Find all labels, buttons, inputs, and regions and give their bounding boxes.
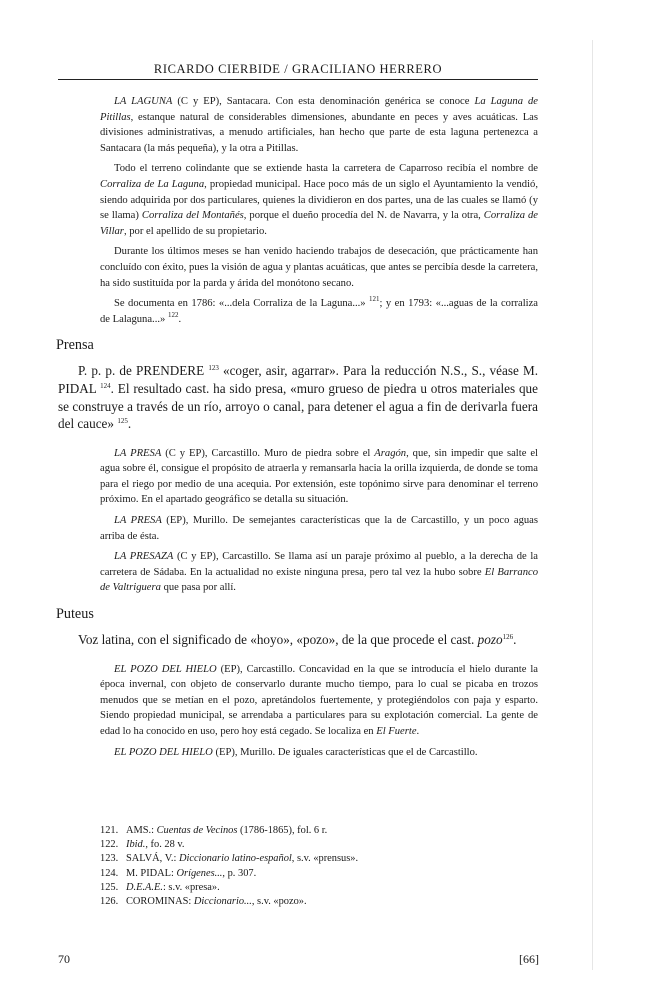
footnote-text: COROMINAS: Diccionario..., s.v. «pozo». xyxy=(126,896,307,908)
footnote-ref: 124 xyxy=(100,381,111,390)
paragraph-corraliza xyxy=(58,161,538,239)
text-run: , que, sin impedir que salte el agua sobre él, consigue el propósito de atraerla y remansarla hacia la orilla izquierda, de donde se toma para el riego por medio de una acequia. Por extensión, este topónimo sirve para denominar el terreno próximo. En el apartado geográfico se detalla su situación. xyxy=(100,447,538,506)
entry-la-presaza xyxy=(58,549,538,596)
section-heading-puteus: Puteus xyxy=(56,606,94,623)
etymology-puteus xyxy=(58,631,538,649)
italic-run: pozo xyxy=(477,632,503,648)
italic-run: El Fuerte xyxy=(376,726,417,737)
body-text xyxy=(58,94,538,765)
footnote-ref: 125 xyxy=(117,417,128,426)
text-run: . xyxy=(513,632,517,648)
section-heading-prensa: Prensa xyxy=(56,337,94,354)
text-run: ; y en 1793: «...aguas de la corraliza de Lalaguna...» xyxy=(100,298,538,325)
text-run: . xyxy=(127,416,132,432)
text-run: Voz latina, con el significado de «hoyo», «pozo», de la que procede el cast. xyxy=(78,632,478,648)
entry-pozo-hielo-murillo xyxy=(58,745,538,761)
footnote xyxy=(100,824,520,838)
running-head: RICARDO CIERBIDE / GRACILIANO HERRERO xyxy=(58,62,538,80)
footnote-number: 122. xyxy=(100,839,119,851)
page-number: 70 xyxy=(58,952,70,966)
italic-run: Aragón xyxy=(374,447,407,459)
footnote-text: D.E.A.E.: s.v. «presa». xyxy=(126,881,220,893)
footnote-number: 126. xyxy=(100,896,119,908)
italic-run: Corraliza de La Laguna xyxy=(100,178,205,190)
text-run: , por el apellido de su propietario. xyxy=(123,225,267,237)
text-run: , porque el dueño procedía del N. de Navarra, y la otra, xyxy=(243,210,484,222)
footnote-text: SALVÁ, V.: Diccionario latino-español, s.v. «prensus». xyxy=(126,853,359,865)
text-run: (EP), Murillo. De iguales características que el de Carcastillo. xyxy=(212,746,478,758)
footnote-number: 124. xyxy=(100,867,119,879)
entry-la-presa-murillo xyxy=(58,513,538,544)
text-run: , estanque natural de considerables dimensiones, abundante en peces y aves acuáticas. Las divisiones administrativas, a menudo artificiales, han hecho que parte de esta laguna pertenezca a Santacara (la más pequeña), y la otra a Pitillas. xyxy=(100,111,538,154)
text-run: Todo el terreno colindante que se extiende hasta la carretera de Caparroso recibía el nombre de xyxy=(114,163,538,175)
text-run: . xyxy=(178,313,182,325)
italic-run: La Laguna de Pitillas xyxy=(100,96,538,123)
entry-la-laguna xyxy=(58,94,538,156)
page-number-bracket: [66] xyxy=(519,952,539,966)
footnote-text: M. PIDAL: Orígenes..., p. 307. xyxy=(126,867,257,879)
footnote-ref: 123 xyxy=(208,364,219,373)
text-run: (EP), Carcastillo. Concavidad en la que se introducía el hielo durante la época invernal, con objeto de conservarlo durante mucho tiempo, para lo cual se picaba en trozos menudos que se metían en el pozo, apretándolos fuertemente, y protegiéndolos con paja y esparto. Siendo propiedad municipal, se arrendaba a particulares para su explotación comercial. La gente de edad lo ha conocido en uso, pero hoy está cegado. Se localiza en xyxy=(100,663,538,737)
text-run: P. p. p. de PRENDERE xyxy=(78,363,209,379)
entry-la-presa-carcastillo xyxy=(58,446,538,508)
footnote xyxy=(100,838,520,852)
footnote-ref: 122 xyxy=(167,310,179,319)
footnote-ref: 126 xyxy=(502,633,514,642)
footnotes xyxy=(100,824,520,909)
entry-term: LA PRESA xyxy=(114,515,162,527)
entry-term: LA LAGUNA xyxy=(114,96,173,107)
footnote xyxy=(100,867,520,881)
footnote-number: 121. xyxy=(100,825,119,836)
italic-run: Corraliza de Villar xyxy=(100,210,538,237)
text-run: . El resultado cast. ha sido presa, «muro grueso de piedra u otros materiales que se construye a través de un río, arroyo o canal, para detener el agua a fin de derivarla fuera del cauce» xyxy=(58,380,539,432)
entry-pozo-hielo-carcastillo xyxy=(58,662,538,740)
page-edge-line xyxy=(592,40,593,970)
text-run: Se documenta en 1786: «...dela Corraliza de la Laguna...» xyxy=(114,298,370,310)
footnote-ref: 121 xyxy=(369,295,380,304)
footnote xyxy=(100,881,520,895)
footnote-text: AMS.: Cuentas de Vecinos (1786-1865), fol. 6 r. xyxy=(126,825,328,836)
footnote-number: 125. xyxy=(100,881,119,893)
text-run: «coger, asir, agarrar». Para la reducción N.S., S., véase M. PIDAL xyxy=(58,363,538,396)
italic-run: Corraliza del Montañés xyxy=(141,210,244,222)
etymology-prensa xyxy=(58,362,538,432)
text-run: (C y EP), Santacara. Con esta denominación genérica se conoce xyxy=(172,96,475,107)
italic-run: El Barranco de Valtriguera xyxy=(100,566,539,594)
paragraph-documenta xyxy=(58,296,538,327)
footnote-text: Ibid., fo. 28 v. xyxy=(126,839,185,851)
text-run: , propiedad municipal. Hace poco más de un siglo el Ayuntamiento la vendió, siendo adquirida por dos particulares, quienes la dividieron en dos partes, una de las cuales se llamó (y se llama) xyxy=(100,178,538,222)
text-run: (EP), Murillo. De semejantes características que la de Carcastillo, y un poco aguas arriba de ésta. xyxy=(100,515,538,542)
entry-term: LA PRESA xyxy=(114,447,162,459)
footnote-number: 123. xyxy=(100,853,119,865)
text-run: (C y EP), Carcastillo. Muro de piedra sobre el xyxy=(161,447,375,459)
entry-term: EL POZO DEL HIELO xyxy=(114,663,217,675)
text-run: . xyxy=(416,726,420,737)
paragraph-desecacion: Durante los últimos meses se han venido haciendo trabajos de desecación, que prácticamente han concluído con éxito, pues la visión de agua y plantas acuáticas, que antes se percibía desde la carretera, ha sido sustituída por la parda y árida del monótono secano. xyxy=(100,246,538,289)
footnote xyxy=(100,895,520,909)
entry-term: EL POZO DEL HIELO xyxy=(114,746,213,758)
entry-term: LA PRESAZA xyxy=(114,551,174,563)
text-run: (C y EP), Carcastillo. Se llama así un paraje próximo al pueblo, a la derecha de la carretera de Sádaba. En la actualidad no existe ninguna presa, pero tal vez la hubo sobre xyxy=(100,551,538,578)
text-run: que pasa por allí. xyxy=(160,582,236,594)
footnote xyxy=(100,852,520,866)
